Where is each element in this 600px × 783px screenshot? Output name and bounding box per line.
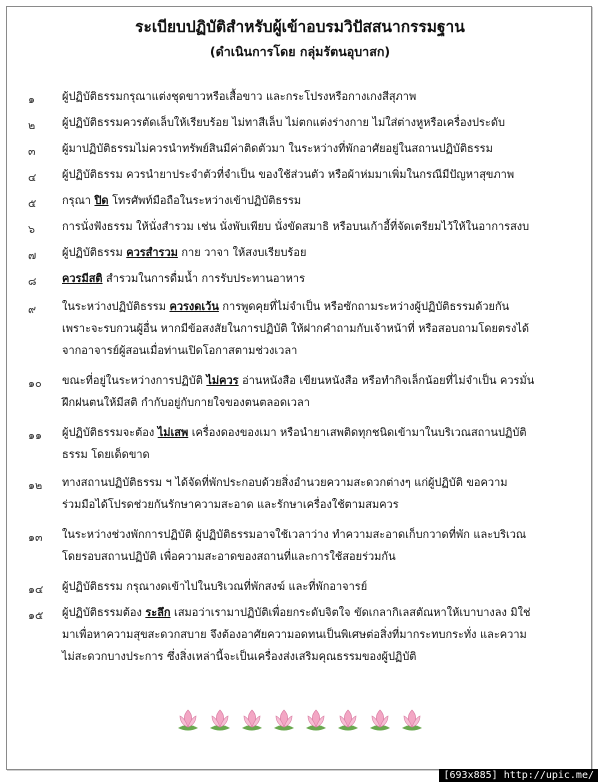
rule-segment: กาย วาจา ให้สงบเรียบร้อย: [177, 246, 307, 259]
rule-line: จากอาจารย์ผู้สอนเมื่อท่านเปิดโอกาสตามช่วงเวลา: [62, 344, 298, 357]
rule-line: [62, 602, 572, 624]
rule-line: ผู้มาปฏิบัติธรรมไม่ควรนำทรัพย์สินมีค่าติดตัวมา ในระหว่างที่พักอาศัยอยู่ในสถานปฏิบัติธรรม: [62, 142, 493, 155]
rule-text: [62, 86, 572, 108]
rule-text: [62, 138, 572, 160]
rule-line: ผู้ปฏิบัติธรรม ควรนำยาประจำตัวที่จำเป็น ของใช้ส่วนตัว หรือผ้าห่มมาเพิ่มในกรณีมีปัญหาสุขภาพ: [62, 168, 515, 181]
rule-line: [62, 296, 572, 318]
lotus-icon: [207, 706, 233, 734]
emphasis-text: ระลึก: [145, 606, 171, 619]
lotus-icon: [367, 706, 393, 734]
rule-line: โดยรอบสถานปฏิบัติ เพื่อความสะอาดของสถานที่และการใช้สอยร่วมกัน: [62, 550, 396, 563]
rule-text: [62, 190, 572, 212]
rule-segment: สำรวมในการดื่มน้ำ การรับประทานอาหาร: [102, 272, 306, 285]
lotus-icon: [175, 706, 201, 734]
rule-number: ๒: [28, 119, 36, 132]
rule-number: ๓: [28, 145, 36, 158]
rule-number: ๑๓: [28, 531, 43, 544]
emphasis-text: ไม่ควร: [206, 374, 239, 387]
rule-segment: ผู้ปฏิบัติธรรม: [62, 246, 127, 259]
rule-text: [62, 472, 572, 516]
rule-number: ๑๔: [28, 583, 44, 596]
rule-text: [62, 112, 572, 134]
rule-line: ผู้ปฏิบัติธรรมกรุณาแต่งชุดขาวหรือเสื้อขาว และกระโปรงหรือกางเกงสีสุภาพ: [62, 90, 417, 103]
rule-segment: อ่านหนังสือ เขียนหนังสือ หรือทำกิจเล็กน้อยที่ไม่จำเป็น ควรมั่น: [238, 374, 535, 387]
page-title: ระเบียบปฏิบัติสำหรับผู้เข้าอบรมวิปัสสนากรรมฐาน: [135, 18, 465, 36]
rule-segment: ในระหว่างปฏิบัติธรรม: [62, 300, 170, 313]
rule-number: ๑: [28, 93, 35, 106]
rule-number: ๘: [28, 275, 37, 288]
emphasis-text: ปิด: [94, 194, 109, 207]
rule-number: ๔: [28, 171, 37, 184]
rule-line: เพราะจะรบกวนผู้อื่น หากมีข้อสงสัยในการปฏิบัติ ให้ฝากคำถามกับเจ้าหน้าที่ หรือสอบถามโดยตรงได้: [62, 322, 530, 335]
rule-text: [62, 602, 572, 668]
rule-line: [62, 370, 572, 392]
rule-number: ๕: [28, 197, 37, 210]
rule-segment: เครื่องดองของเมา หรือนำยาเสพติดทุกชนิดเข้ามาในบริเวณสถานปฏิบัติ: [188, 426, 527, 439]
rule-number: ๖: [28, 223, 35, 236]
rule-line: ผู้ปฏิบัติธรรม กรุณางดเข้าไปในบริเวณที่พักสงฆ์ และที่พักอาจารย์: [62, 580, 368, 593]
rule-line: ในระหว่างช่วงพักการปฏิบัติ ผู้ปฏิบัติธรรมอาจใช้เวลาว่าง ทำความสะอาดเก็บกวาดที่พัก และบริเวณ: [62, 528, 527, 541]
rule-line: [62, 190, 572, 212]
rule-number: ๑๒: [28, 479, 43, 492]
rule-segment: โทรศัพท์มือถือในระหว่างเข้าปฏิบัติธรรม: [108, 194, 302, 207]
rule-segment: การพูดคุยที่ไม่จำเป็น หรือซักถามระหว่างผู้ปฏิบัติธรรมด้วยกัน: [218, 300, 510, 313]
lotus-icon: [271, 706, 297, 734]
rule-line: ผู้ปฏิบัติธรรมควรตัดเล็บให้เรียบร้อย ไม่ทาสีเล็บ ไม่ตกแต่งร่างกาย ไม่ใส่ต่างหูหรือเครื่องประดับ: [62, 116, 505, 129]
rule-line: [62, 422, 572, 444]
rule-text: [62, 422, 572, 466]
rule-line: ธรรม โดยเด็ดขาด: [62, 448, 150, 461]
rule-line: ฝึกฝนตนให้มีสติ กำกับอยู่กับกายใจของตนตลอดเวลา: [62, 396, 310, 409]
rule-line: ทางสถานปฏิบัติธรรม ฯ ได้จัดที่พักประกอบด้วยสิ่งอำนวยความสะดวกต่างๆ แก่ผู้ปฏิบัติ ขอความ: [62, 476, 508, 489]
rule-text: [62, 164, 572, 186]
lotus-icon: [303, 706, 329, 734]
rule-segment: ผู้ปฏิบัติธรรมต้อง: [62, 606, 146, 619]
lotus-icon: [335, 706, 361, 734]
rule-text: [62, 296, 572, 362]
rule-text: [62, 216, 572, 238]
rule-line: ไม่สะดวกบางประการ ซึ่งสิ่งเหล่านี้จะเป็นเครื่องส่งเสริมคุณธรรมของผู้ปฏิบัติ: [62, 650, 417, 663]
emphasis-text: ควรมีสติ: [62, 272, 103, 285]
emphasis-text: ควรงดเว้น: [169, 300, 219, 313]
emphasis-text: ควรสำรวม: [126, 246, 178, 259]
rule-number: ๙: [28, 303, 37, 316]
page-subtitle: (ดำเนินการโดย กลุ่มรัตนอุบาสก): [209, 44, 391, 59]
rule-line: ร่วมมือได้โปรดช่วยกันรักษาความสะอาด และรักษาเครื่องใช้ตามสมควร: [62, 498, 399, 511]
rule-text: [62, 242, 572, 264]
lotus-icon: [239, 706, 265, 734]
rule-segment: ผู้ปฏิบัติธรรมจะต้อง: [62, 426, 158, 439]
rule-number: ๗: [28, 249, 37, 262]
rule-segment: เสมอว่าเรามาปฏิบัติเพื่อยกระดับจิตใจ ขัดเกลากิเลสตัณหาให้เบาบางลง มิใช่: [170, 606, 531, 619]
rule-line: [62, 268, 572, 290]
rule-line: การนั่งฟังธรรม ให้นั่งสำรวม เช่น นั่งพับเพียบ นั่งขัดสมาธิ หรือบนเก้าอี้ที่จัดเตรียมไว้ให้ในอาการสงบ: [62, 220, 530, 233]
rule-segment: ขณะที่อยู่ในระหว่างการปฏิบัติ: [62, 374, 207, 387]
rule-text: [62, 576, 572, 598]
rule-number: ๑๕: [28, 609, 44, 622]
rule-text: [62, 524, 572, 568]
rule-number: ๑๑: [28, 429, 42, 442]
emphasis-text: ไม่เสพ: [157, 426, 189, 439]
rule-text: [62, 370, 572, 414]
rule-segment: กรุณา: [62, 194, 95, 207]
rule-line: มาเพื่อหาความสุขสะดวกสบาย จึงต้องอาศัยความอดทนเป็นพิเศษต่อสิ่งที่มากระทบกระทั่ง และความ: [62, 628, 527, 641]
lotus-icon: [399, 706, 425, 734]
watermark-label: [693x885] http://upic.me/: [439, 769, 598, 782]
rule-line: [62, 242, 572, 264]
rule-text: [62, 268, 572, 290]
lotus-decoration-row: [0, 706, 600, 734]
rule-number: ๑๐: [28, 377, 42, 390]
